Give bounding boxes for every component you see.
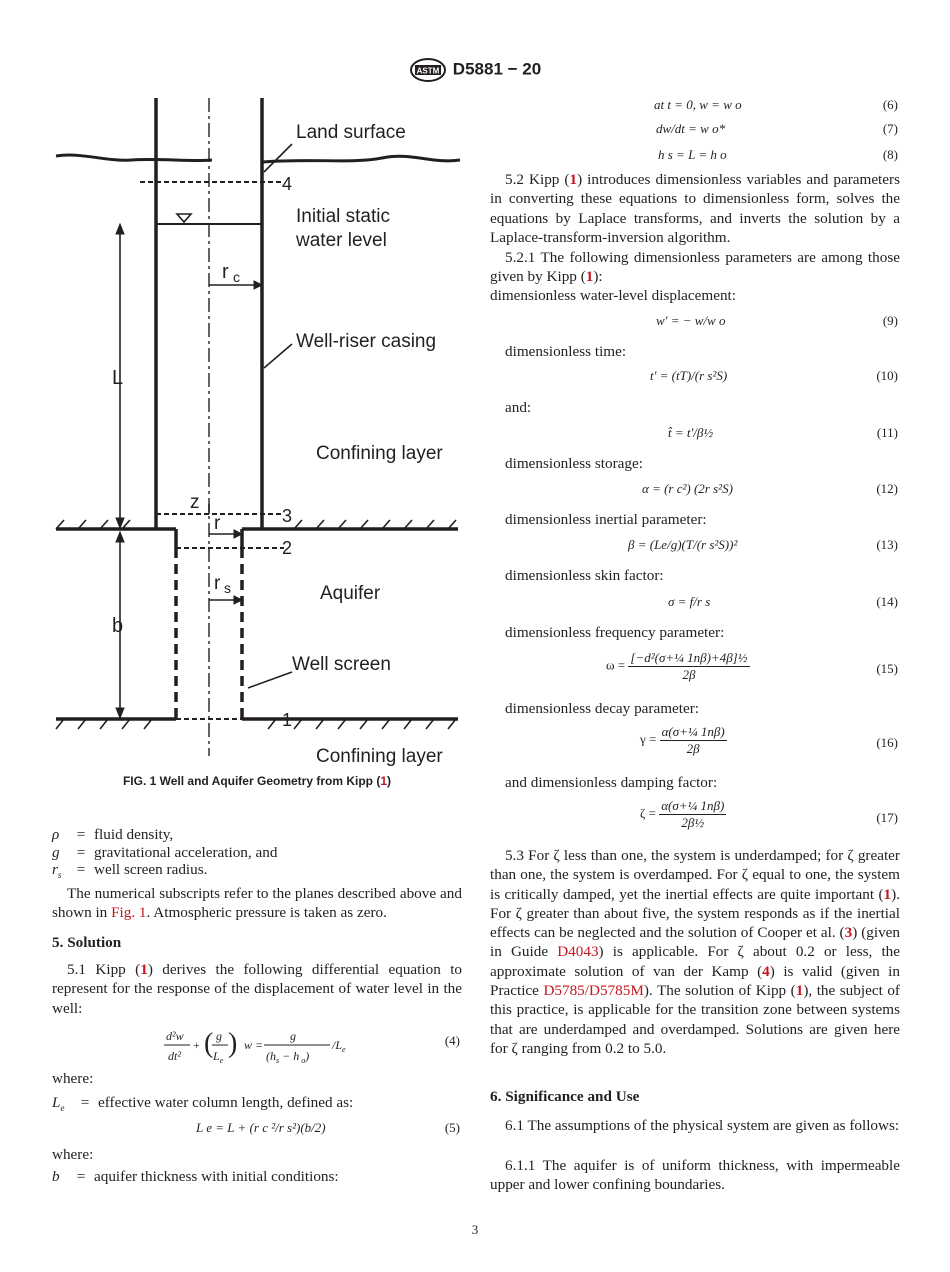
water-level-triangle-icon — [177, 214, 191, 222]
defs-list-1 — [52, 826, 462, 885]
astm-logo-text: ASTM — [416, 66, 440, 76]
label-plane-1: 1 — [282, 710, 293, 730]
figure-well-geometry — [52, 92, 464, 772]
caption-ref-link[interactable]: 1 — [380, 774, 388, 788]
figure-caption: FIG. 1 Well and Aquifer Geometry from Kipp (1) — [122, 774, 392, 788]
ref-1-link[interactable]: 1 — [569, 171, 578, 188]
equation-7-number: (7) — [882, 121, 898, 136]
ref-1-link[interactable]: 1 — [883, 885, 892, 903]
label-plane-4: 4 — [282, 174, 293, 194]
label-confining-top: Confining layer — [316, 443, 443, 464]
equation-6-number: (6) — [882, 97, 898, 112]
def-row-rs: $r_s$ = well screen radius. — [52, 861, 208, 881]
ref-1-link[interactable]: 1 — [140, 961, 148, 978]
svg-text:(: ( — [204, 1028, 214, 1059]
para-6-1: 6.1 The assumptions of the physical system are given as follows: — [505, 1117, 900, 1134]
para-6-1-1: 6.1.1 The aquifer is of uniform thickness, with impermeable upper and lower confining boundaries. — [490, 1157, 900, 1194]
label-eq13: dimensionless inertial parameter: — [505, 511, 707, 528]
where-label-2: where: — [52, 1146, 94, 1163]
equation-7: dw/dt = w o* — [656, 121, 726, 136]
ref-4-link[interactable]: 4 — [762, 962, 770, 980]
equation-13-number: (13) — [876, 537, 898, 552]
svg-text:g: g — [290, 1029, 296, 1043]
equation-11-number: (11) — [876, 425, 898, 440]
equation-17: ζ = $\frac{\text{α(σ+¼ 1nβ)}}{\text{2β½}}$ — [640, 798, 725, 830]
equation-8: h s = L = h o — [658, 147, 727, 162]
equation-5-number: (5) — [444, 1120, 460, 1135]
equation-10: t' = (tT)/(r s²S) — [650, 368, 728, 383]
label-rs: r — [214, 573, 221, 594]
land-surface-line — [56, 155, 460, 162]
label-rs-sub: s — [224, 580, 231, 596]
d4043-link[interactable]: D4043 — [557, 943, 599, 961]
def-row-g: g = gravitational acceleration, and — [52, 843, 278, 861]
svg-text:): ) — [228, 1028, 238, 1059]
label-eq10: dimensionless time: — [505, 343, 627, 360]
label-z: z — [190, 492, 200, 513]
equation-13: β = (Le/g)(T/(r s²S))² — [628, 537, 738, 552]
svg-text:/Le: $/L_e$ — [332, 1038, 346, 1054]
label-eq17: and dimensionless damping factor: — [505, 774, 718, 791]
label-eq11: and: — [505, 399, 532, 416]
label-confining-bottom: Confining layer — [316, 746, 443, 767]
label-b: b — [112, 615, 124, 637]
equation-11: t̂ = t'/β½ — [668, 425, 714, 440]
section-6-heading: 6. Significance and Use — [490, 1088, 640, 1105]
equation-14-number: (14) — [876, 594, 898, 609]
label-land-surface: Land surface — [296, 122, 406, 143]
label-well-riser: Well-riser casing — [296, 331, 437, 352]
svg-text:dt²: dt² — [168, 1049, 181, 1063]
page-header — [0, 58, 950, 82]
equation-16: γ = $\frac{\text{α(σ+¼ 1nβ)}}{2\beta}$ — [640, 724, 725, 756]
label-L: L — [112, 367, 124, 389]
def-row-rho: ρ = fluid density, — [52, 826, 174, 843]
svg-text:+: + — [193, 1038, 200, 1052]
where-label-1: where: — [52, 1070, 94, 1087]
equation-9-number: (9) — [882, 313, 898, 328]
equation-15-number: (15) — [876, 661, 898, 676]
label-rc-sub: c — [233, 269, 240, 285]
ref-1-link[interactable]: 1 — [585, 268, 594, 286]
label-aquifer: Aquifer — [320, 583, 381, 604]
doc-id: D5881 − 20 — [452, 59, 542, 79]
para-5-2: 5.2 Kipp (1) introduces dimensionless variables and parameters in converting these equations to dimensionless form, solves the equations by Laplace transforms, and inverts the solution by a Laplace-transform-inversion algorithm. — [490, 171, 900, 246]
label-water-level: water level — [296, 230, 387, 251]
label-plane-3: 3 — [282, 506, 293, 526]
page-number: 3 — [471, 1222, 479, 1237]
label-eq15: dimensionless frequency parameter: — [505, 624, 725, 641]
svg-text:d²w: d²w — [166, 1029, 184, 1043]
equation-4-graphic — [160, 1024, 370, 1068]
fig1-link[interactable]: Fig. 1 — [111, 904, 147, 922]
label-eq9: dimensionless water-level displacement: — [490, 287, 736, 304]
equation-9: w' = − w/w o — [656, 313, 726, 328]
equation-12-number: (12) — [876, 481, 898, 496]
equation-8-number: (8) — [882, 147, 898, 162]
svg-text:Le: $L_e$ — [213, 1049, 224, 1065]
ref-3-link[interactable]: 3 — [844, 924, 853, 942]
label-eq16: dimensionless decay parameter: — [505, 700, 699, 717]
equation-16-number: (16) — [876, 735, 898, 750]
svg-text:(hs − h o): ($h_s - h$ $_o$) — [266, 1049, 310, 1065]
equation-12: α = (r c²) (2r s²S) — [642, 481, 733, 496]
equation-5: L e = L + (r c ²/r s²)(b/2) — [196, 1120, 326, 1135]
label-eq12: dimensionless storage: — [505, 455, 643, 472]
label-eq14: dimensionless skin factor: — [505, 567, 664, 584]
equation-4-number: (4) — [444, 1033, 460, 1048]
ref-1-link[interactable]: 1 — [795, 982, 804, 1000]
svg-text:w =: w = — [244, 1038, 264, 1052]
equation-6: at t = 0, w = w o — [654, 97, 742, 112]
para-numerical-subscripts: The numerical subscripts refer to the planes described above and shown in Fig. 1. Atmospheric pressure is taken as zero. — [52, 885, 462, 922]
section-5-heading: 5. Solution — [52, 934, 122, 951]
equation-17-number: (17) — [876, 810, 898, 825]
equation-10-number: (10) — [876, 368, 898, 383]
def-row-b: b = aquifer thickness with initial conditions: — [52, 1168, 339, 1185]
equation-15: ω = $\frac{\text{[−d²(σ+¼ 1nβ)+4β]½}}{2\beta}$ — [606, 650, 748, 682]
para-5-3: 5.3 For ζ less than one, the system is underdamped; for ζ greater than one, the system is overdamped. For ζ equal to one, the system is critically damped, yet the inertial effects are quite important (1). For ζ greater than about five, the system responds as if the inertial effects can be neglected and the solution of Cooper et al. (3) (given in Guide D4043) is applicable. For ζ about 0.2 or less, the approximate solution of van der Kamp (4) is valid (given in Practice D5785/D5785M). The solution of Kipp (1), the subject of this practice, is applicable for the transition zone between systems that are underdamped and overdamped. Solutions are given here for ζ ranging from 0.2 to 5.0. — [490, 847, 900, 1057]
equation-14: σ = f/r s — [668, 594, 711, 609]
svg-text:g: g — [216, 1029, 222, 1043]
label-plane-2: 2 — [282, 538, 293, 558]
label-well-screen: Well screen — [292, 654, 391, 675]
equation-4 — [160, 1024, 370, 1073]
astm-logo-icon — [409, 58, 447, 82]
para-5-2-1: 5.2.1 The following dimensionless parameters are among those given by Kipp (1): — [490, 249, 900, 286]
label-r: r — [214, 513, 221, 534]
para-5-1: 5.1 Kipp (1) derives the following differential equation to represent for the response of the displacement of water level in the well: — [52, 961, 463, 1017]
d5785-link[interactable]: D5785/D5785M — [543, 982, 644, 1000]
label-initial-static: Initial static — [296, 206, 390, 227]
def-row-Le: $L_e$ = effective water column length, defined as: — [52, 1094, 354, 1114]
label-rc: r — [222, 261, 229, 283]
